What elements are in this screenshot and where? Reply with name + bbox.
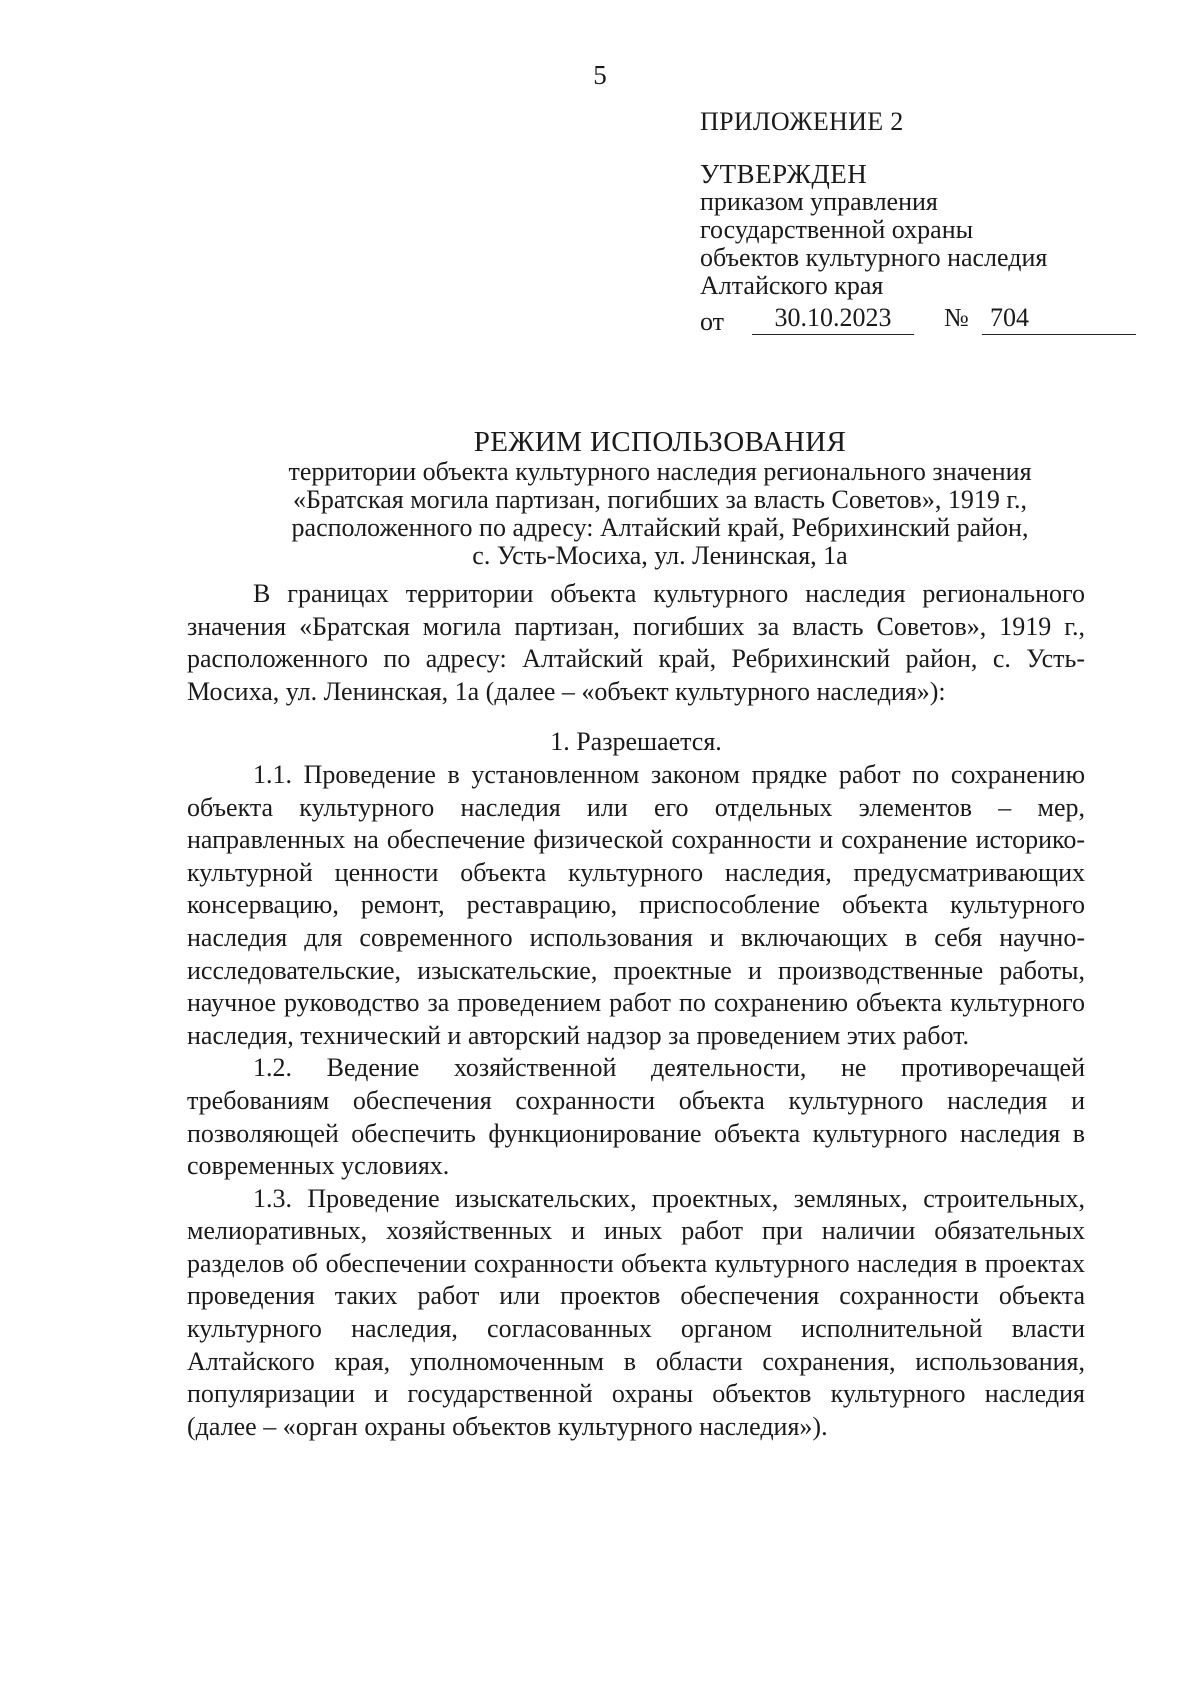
order-number-label: №	[944, 303, 969, 332]
title-subline: территории объекта культурного наследия регионального значения	[288, 457, 1032, 486]
approval-block	[700, 108, 1140, 338]
approval-line: объектов культурного наследия	[700, 243, 1048, 272]
document-title: РЕЖИМ ИСПОЛЬЗОВАНИЯ	[473, 426, 847, 458]
date-from-label: от	[700, 307, 725, 336]
title-subline: расположенного по адресу: Алтайский край, Ребрихинский район,	[291, 513, 1029, 542]
item-paragraph: 1.3. Проведение изыскательских, проектных, земляных, строительных, мелиоративных, хозяйственных и иных работ при наличии обязательных разделов об обеспечении сохранности объекта культурного наследия в проектах проведения таких работ или проектов обеспечения сохранности объекта культурного наследия, согласованных органом исполнительной власти Алтайского края, уполномоченным в области сохранения, использования, популяризации и государственной охраны объектов культурного наследия (далее – «орган охраны объектов культурного наследия»).	[187, 1183, 1085, 1441]
appendix-label: ПРИЛОЖЕНИЕ 2	[700, 107, 904, 136]
order-date-number	[700, 304, 1140, 338]
order-number: 704	[982, 304, 1136, 335]
document-title-block	[220, 428, 1100, 570]
intro-paragraph: В границах территории объекта культурного наследия регионального значения «Братская могила партизан, погибших за власть Советов», 1919 г., расположенного по адресу: Алтайский край, Ребрихинский район, с. Усть-Мосиха, ул. Ленинская, 1а (далее – «объект культурного наследия»):	[187, 579, 1085, 706]
approval-line: приказом управления	[700, 187, 938, 216]
item-paragraph: 1.1. Проведение в установленном законом прядке работ по сохранению объекта культурного наследия или его отдельных элементов – мер, направленных на обеспечение физической сохранности и сохранение историко-культурной ценности объекта культурного наследия, предусматривающих консервацию, ремонт, реставрацию, приспособление объекта культурного наследия для современного использования и включающих в себя научно-исследовательские, изыскательские, проектные и производственные работы, научное руководство за проведением работ по сохранению объекта культурного наследия, технический и авторский надзор за проведением этих работ.	[187, 759, 1085, 1050]
page-number: 5	[593, 60, 607, 90]
item-paragraph: 1.2. Ведение хозяйственной деятельности, не противоречащей требованиям обеспечения сохранности объекта культурного наследия и позволяющей обеспечить функционирование объекта культурного наследия в современных условиях.	[187, 1053, 1085, 1181]
approval-line: Алтайского края	[700, 271, 884, 300]
approved-label: УТВЕРЖДЕН	[700, 159, 868, 189]
document-body	[187, 578, 1085, 1443]
title-subline: «Братская могила партизан, погибших за власть Советов», 1919 г.,	[292, 485, 1028, 514]
approval-line: государственной охраны	[700, 215, 974, 244]
order-date: 30.10.2023	[752, 304, 914, 335]
title-subline: с. Усть-Мосиха, ул. Ленинская, 1а	[472, 541, 848, 570]
section-heading: 1. Разрешается.	[550, 727, 722, 757]
